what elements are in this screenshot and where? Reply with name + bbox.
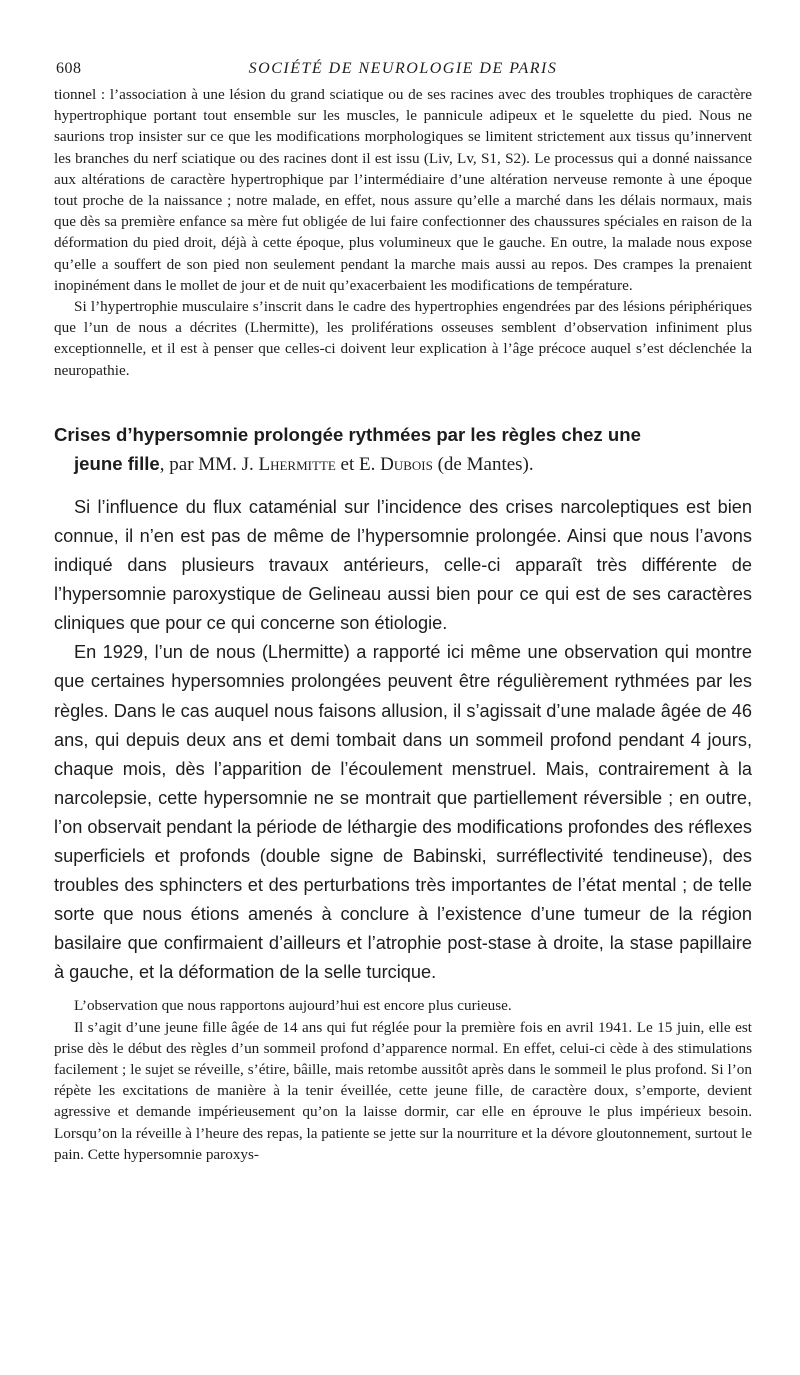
byline-prefix: , par MM. J. <box>159 453 259 475</box>
previous-paragraph: Si l’hypertrophie musculaire s’inscrit dans le cadre des hypertrophies engendrées par des lésions périphériques que l’un de nous a décrites (Lhermitte), les proliférations osseuses semblent d’observation infiniment plus exceptionnelle, et il est à penser que celles-ci doivent leur explication à l’âge précoce auquel s’est déclenchée la neuropathie. <box>54 298 752 379</box>
title-line: Crises d’hypersomnie prolongée rythmées par les règles chez une <box>54 423 641 445</box>
article-paragraph: Si l’influence du flux cataménial sur l’incidence des crises narcoleptiques est bien connue, il n’en est pas de même de l’hypersomnie prolongée. Ainsi que nous l’avons indiqué dans plusieurs travaux antérieurs, celle-ci apparaît très différente de l’hypersomnie paroxystique de Gelineau aussi bien pour ce qui est de ses caractères cliniques que pour ce qui concerne son étiologie. <box>54 496 752 634</box>
byline-suffix: (de Mantes). <box>432 453 534 475</box>
article-body <box>54 493 752 988</box>
article-paragraph: L’observation que nous rapportons aujourd’hui est encore plus curieuse. <box>74 997 512 1015</box>
page-header <box>54 60 752 84</box>
running-title: SOCIÉTÉ DE NEUROLOGIE DE PARIS <box>248 60 558 77</box>
previous-paragraph: tionnel : l’association à une lésion du grand sciatique ou de ses racines avec des troubles trophiques de caractère hypertrophique portant tout ensemble sur les muscles, le pannicule adipeux et le squelette du pied. Nous ne saurions trop insister sur ce que les modifications morphologiques se limitent strictement aux tissus qu’innervent les branches du nerf sciatique ou des racines dont il est issu (Liv, Lv, S1, S2). Le processus qui a donné naissance aux altérations de caractère hypertrophique par l’intermédiaire d’une altération nerveuse remonte à une époque tout proche de la naissance ; notre malade, en effet, nous assure qu’elle a marché dans les délais normaux, mais que dès sa première enfance sa mère fut obligée de lui faire confectionner des chaussures spéciales en raison de la déformation du pied droit, déjà à cette époque, plus volumineux que le gauche. En outre, la malade nous expose qu’elle a souffert de son pied non seulement pendant la marche mais aussi au repos. Des crampes la prenaient inopinément dans le mollet de jour et de nuit qu’exacerbaient les modifications de température. <box>54 86 752 294</box>
author-name: Lhermitte <box>258 453 336 475</box>
byline-mid: et E. <box>335 453 381 475</box>
article-observation <box>54 995 752 1165</box>
article-paragraph: En 1929, l’un de nous (Lhermitte) a rapporté ici même une observation qui montre que certaines hypersomnies prolongées peuvent être régulièrement rythmées par les règles. Dans le cas auquel nous faisons allusion, il s’agissait d’une malade âgée de 46 ans, qui depuis deux ans et demi tombait dans un sommeil profond pendant 4 jours, chaque mois, dès l’apparition de l’écoulement menstruel. Mais, contrairement à la narcolepsie, cette hypersomnie ne se montrait que partiellement réversible ; en outre, l’on observait pendant la période de léthargie des modifications profondes des réflexes superficiels et profonds (double signe de Babinski, surréflectivité tendineuse), des troubles des sphincters et des perturbations très importantes de l’état mental ; de telle sorte que nous étions amenés à conclure à l’existence d’une tumeur de la région basilaire que confirmaient d’ailleurs et l’atrophie post-stase à droite, la stase papillaire à gauche, et la déformation de la selle turcique. <box>54 642 752 983</box>
title-end: jeune fille <box>74 452 160 474</box>
article-paragraph: Il s’agit d’une jeune fille âgée de 14 ans qui fut réglée pour la première fois en avril 1941. Le 15 juin, elle est prise dès le début des règles d’un sommeil profond d’apparence normal. En effet, celui-ci cède à des stimulations facilement ; le sujet se réveille, s’étire, bâille, mais retombe aussitôt après dans le sommeil le plus profond. Si l’on répète les excitations de manière à la tenir éveillée, cette jeune fille, de caractère doux, s’emporte, devient agressive et demande impérieusement qu’on la laisse dormir, car elle en éprouve le plus impérieux besoin. Lorsqu’on la réveille à l’heure des repas, la patiente se jette sur la nourriture et la dévore gloutonnement, surtout le pain. Cette hypersomnie paroxys- <box>54 1018 752 1163</box>
author-name: Dubois <box>380 453 433 475</box>
article-title <box>54 420 752 479</box>
title-byline <box>54 449 752 479</box>
previous-article-body <box>54 84 752 381</box>
page-number: 608 <box>56 60 82 77</box>
